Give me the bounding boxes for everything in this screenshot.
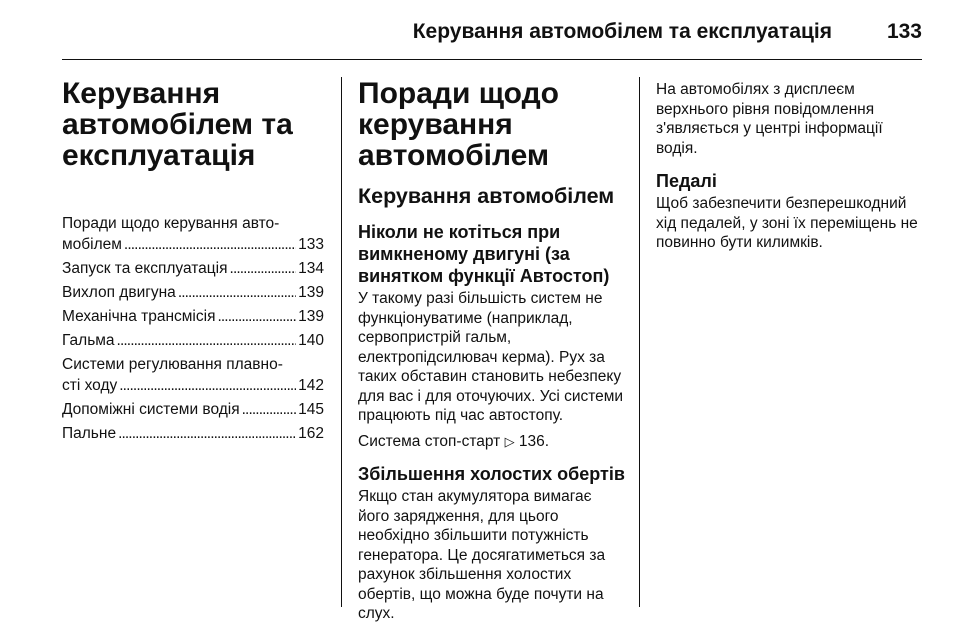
- toc-leader: [119, 375, 296, 396]
- toc-label: Запуск та експлуатація: [62, 260, 228, 277]
- pedals-heading: Педалі: [656, 171, 717, 191]
- section-column: [358, 64, 626, 630]
- toc-page: 140: [298, 332, 324, 349]
- stop-start-page-ref[interactable]: 136.: [518, 432, 550, 450]
- running-title: Керування автомобілем та експлуатація: [412, 20, 832, 43]
- toc-page: 133: [298, 236, 324, 253]
- toc-label: Пальне: [62, 425, 117, 442]
- toc-page: 142: [298, 377, 324, 394]
- header-divider: [62, 59, 922, 60]
- chapter-column: [62, 64, 324, 447]
- toc-item[interactable]: [62, 306, 324, 327]
- idle-text: Якщо стан акумулятора вимагає його зарядження, для цього необхідно збільшити потужність генератора. Це досягатиметься за рахунок збільшення холостих обертів, що можна буде почути на слух.: [358, 488, 606, 622]
- toc-page: 162: [298, 425, 324, 442]
- chapter-title: Керування автомобілем та експлуатація: [62, 77, 293, 172]
- engine-off-text: У такому разі більшість систем не функціонуватиме (наприклад, сервопристрій гальм, електропідсилювач керма). Рух за таких обставин становить небезпеку для вас і для оточуючих. Усі системи працюють під час автостопу.: [358, 290, 624, 424]
- toc-leader: [117, 330, 297, 351]
- display-text: На автомобілях з дисплеєм верхнього рівня повідомлення з'являється у центрі інформації водія.: [656, 81, 883, 157]
- toc-page: 145: [298, 401, 324, 418]
- section-title: Поради щодо керування автомобілем: [358, 77, 559, 172]
- toc-item[interactable]: [62, 423, 324, 444]
- toc-label: Вихлоп двигуна: [62, 284, 176, 301]
- toc-leader: [242, 399, 296, 420]
- toc-leader: [230, 258, 297, 279]
- toc-item[interactable]: [62, 213, 324, 255]
- column-divider-1: [341, 77, 342, 607]
- toc-label: сті ходу: [62, 377, 118, 394]
- stop-start-text: Система стоп-старт: [358, 432, 501, 450]
- toc-leader: [217, 306, 296, 327]
- arrow-right-icon: ▷: [504, 433, 515, 449]
- pedals-text: Щоб забезпечити безперешкодний хід педалей, у зоні їх переміщень не повинно бути килимків.: [656, 195, 918, 251]
- toc-page: 139: [298, 284, 324, 301]
- toc-item[interactable]: [62, 330, 324, 351]
- toc-page: 139: [298, 308, 324, 325]
- toc-label-line: Поради щодо керування авто-: [62, 215, 280, 232]
- toc-page: 134: [298, 260, 324, 277]
- idle-heading: Збільшення холостих обертів: [358, 464, 625, 484]
- toc-leader: [124, 234, 296, 255]
- toc-item[interactable]: [62, 399, 324, 420]
- toc-label: мобілем: [62, 236, 122, 253]
- toc-item[interactable]: [62, 258, 324, 279]
- stop-start-reference: [358, 432, 626, 452]
- column-divider-2: [639, 77, 640, 607]
- page-header: [0, 0, 960, 58]
- toc-leader: [178, 282, 296, 303]
- section-subtitle: Керування автомобілем: [358, 184, 615, 208]
- toc-label: Механічна трансмісія: [62, 308, 216, 325]
- toc-label: Гальма: [62, 332, 115, 349]
- engine-off-heading: Ніколи не котіться при вимкненому двигуні (за винятком функції Автостоп): [358, 222, 610, 286]
- toc-item[interactable]: [62, 354, 324, 396]
- toc-label: Допоміжні системи водія: [62, 401, 240, 418]
- table-of-contents: [62, 213, 324, 444]
- right-column: [656, 64, 928, 259]
- toc-leader: [118, 423, 296, 444]
- toc-label-line: Системи регулювання плавно-: [62, 356, 283, 373]
- toc-item[interactable]: [62, 282, 324, 303]
- page-number: 133: [886, 20, 922, 43]
